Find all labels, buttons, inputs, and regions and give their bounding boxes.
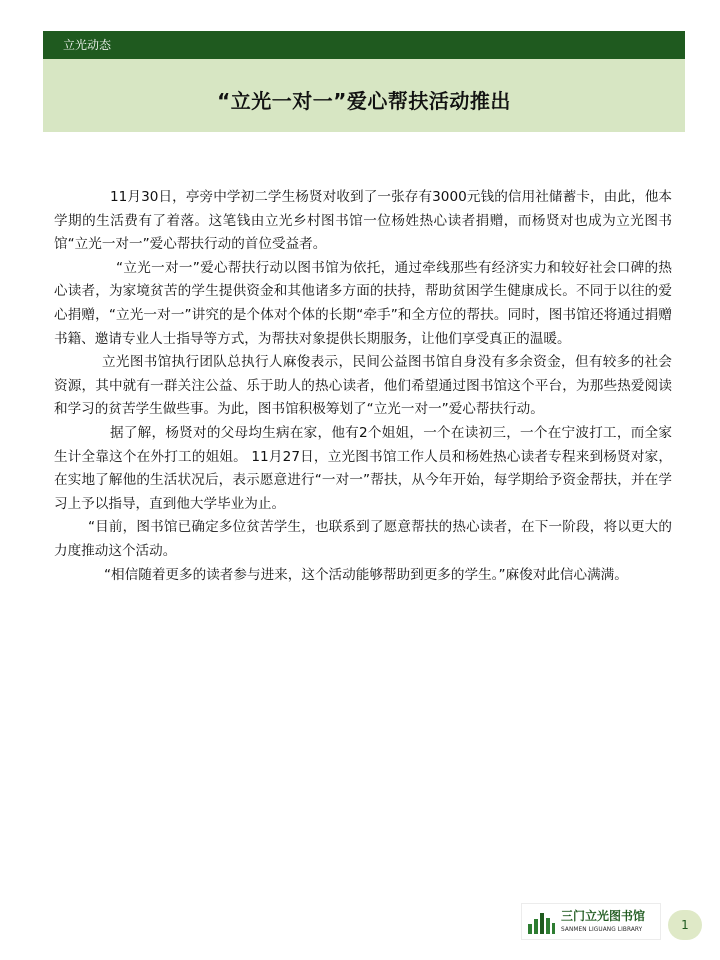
article-paragraph: “相信随着更多的读者参与进来，这个活动能够帮助到更多的学生。”麻俊对此信心满满。: [104, 566, 628, 583]
article-paragraph: “立光一对一”爱心帮扶行动以图书馆为依托，通过牵线那些有经济实力和较好社会口碑的热心读者，为家境贫苦的学生提供资金和其他诸多方面的扶持，帮助贫困学生健康成长。不同于以往的爱心捐赠，“立光一对一”讲究的是个体对个体的长期“牵手”和全方位的帮扶。同时，图书馆还将通过捐赠书籍、邀请专业人士指导等方式，为帮扶对象提供长期服务，让他们享受真正的温暖。: [54, 259, 672, 347]
library-name-cn: 三门立光图书馆: [561, 909, 646, 923]
page-title: “立光一对一”爱心帮扶活动推出: [217, 89, 511, 113]
article-body: [54, 186, 672, 587]
page-badge: [668, 910, 702, 940]
library-logo: [521, 903, 661, 940]
article-paragraph: 据了解，杨贤对的父母均生病在家，他有2个姐姐，一个在读初三，一个在宁波打工，而全家生计全靠这个在外打工的姐姐。 11月27日，立光图书馆工作人员和杨姓热心读者专程来到杨贤对家，在实地了解他的生活状况后，表示愿意进行“一对一”帮扶，从今年开始，每学期给予资金帮扶，并在学习上予以指导，直到他大学毕业为止。: [54, 424, 672, 512]
article-paragraph: 立光图书馆执行团队总执行人麻俊表示，民间公益图书馆自身没有多余资金，但有较多的社会资源，其中就有一群关注公益、乐于助人的热心读者，他们希望通过图书馆这个平台，为那些热爱阅读和学习的贫苦学生做些事。为此，图书馆积极筹划了“立光一对一”爱心帮扶行动。: [54, 354, 672, 418]
title-band: [43, 59, 685, 132]
section-label: 立光动态: [63, 38, 112, 52]
library-logo-icon: [527, 909, 556, 936]
header-bar: [43, 31, 685, 59]
page-number: 1: [681, 918, 689, 932]
article-paragraph: “目前，图书馆已确定多位贫苦学生，也联系到了愿意帮扶的热心读者，在下一阶段，将以更大的力度推动这个活动。: [54, 519, 672, 559]
article-paragraph: 11月30日，亭旁中学初二学生杨贤对收到了一张存有3000元钱的信用社储蓄卡，由此，他本学期的生活费有了着落。这笔钱由立光乡村图书馆一位杨姓热心读者捐赠，而杨贤对也成为立光图书馆“立光一对一”爱心帮扶行动的首位受益者。: [54, 189, 672, 253]
library-name-en: SANMEN LIGUANG LIBRARY: [561, 927, 643, 933]
